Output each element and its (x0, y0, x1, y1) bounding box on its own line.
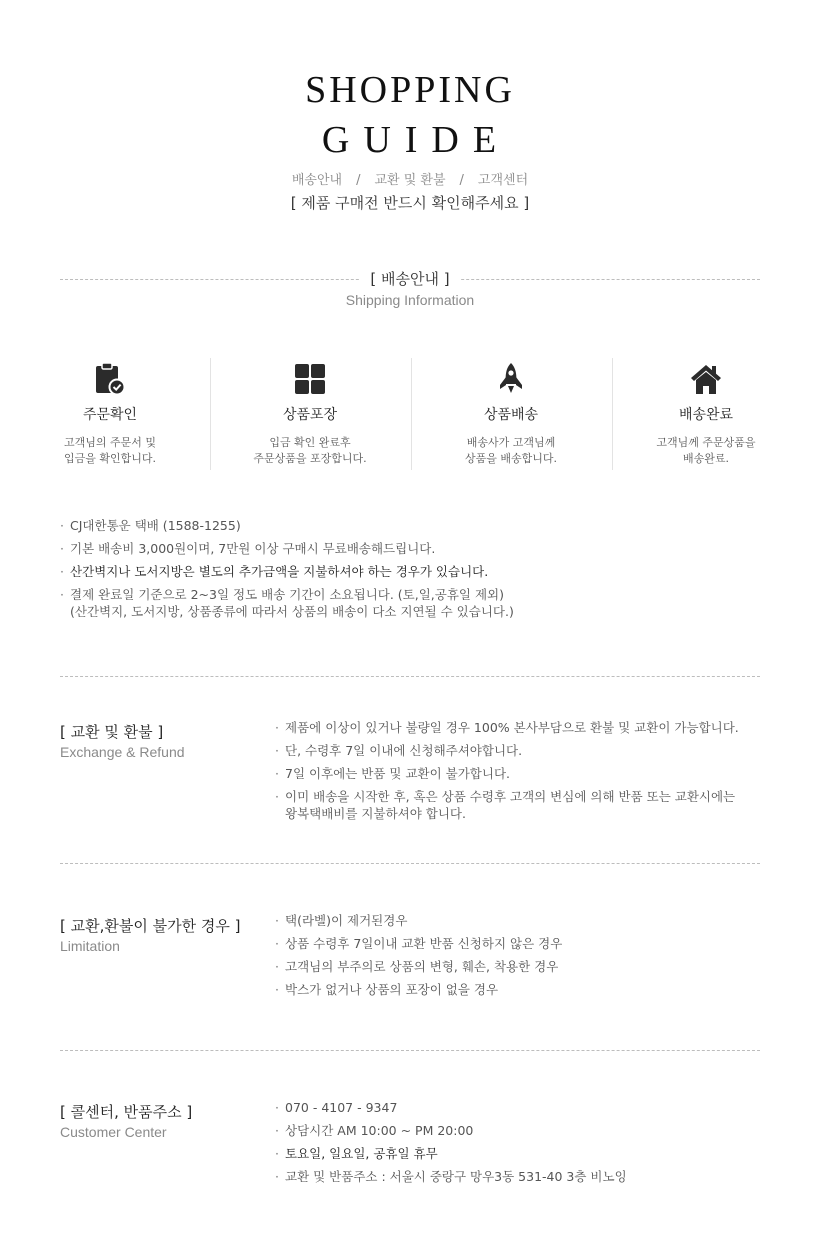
step-delivery (411, 358, 611, 470)
shipping-notes (60, 514, 514, 620)
list-item: · 박스가 없거나 상품의 포장이 없을 경우 (275, 978, 562, 1001)
grid-box-icon (294, 362, 326, 396)
step-description (606, 435, 806, 467)
rocket-icon (495, 362, 527, 396)
step-packing (210, 358, 410, 470)
limitation-list (275, 909, 562, 1001)
step-desc-line: 입금 확인 완료후 (269, 436, 351, 449)
list-item-text: 이미 배송을 시작한 후, 혹은 상품 수령후 고객의 변심에 의해 반품 또는 교환시에는 (285, 789, 736, 804)
list-item: · 토요일, 일요일, 공휴일 휴무 (275, 1142, 627, 1165)
list-item-continuation: (산간벽지, 도서지방, 상품종류에 따라서 상품의 배송이 다소 지연될 수 있습니다.) (70, 604, 514, 619)
list-item: · 단, 수령후 7일 이내에 신청해주셔야합니다. (275, 739, 739, 762)
section-divider (60, 1050, 760, 1051)
list-item: · 상담시간 AM 10:00 ~ PM 20:00 (275, 1119, 627, 1142)
shipping-section-subtitle: Shipping Information (345, 292, 475, 308)
list-item (60, 583, 514, 620)
section-divider (60, 676, 760, 677)
list-item: · CJ대한통운 택배 (1588-1255) (60, 514, 514, 537)
section-divider (60, 863, 760, 864)
step-name: 상품배송 (483, 407, 539, 423)
nav-separator: / (356, 173, 361, 188)
step-desc-line: 고객님의 주문서 및 (63, 436, 156, 449)
nav-link-shipping[interactable]: 배송안내 (291, 173, 343, 188)
step-name: 상품포장 (282, 407, 338, 423)
limitation-section-title: [ 교환,환불이 불가한 경우 ] (60, 917, 241, 935)
list-item: · 7일 이후에는 반품 및 교환이 불가합니다. (275, 762, 739, 785)
list-item: · 고객님의 부주의로 상품의 변형, 훼손, 착용한 경우 (275, 955, 562, 978)
customer-section-subtitle: Customer Center (60, 1124, 167, 1140)
list-item: · 상품 수령후 7일이내 교환 반품 신청하지 않은 경우 (275, 932, 562, 955)
list-item: · 산간벽지나 도서지방은 별도의 추가금액을 지불하셔야 하는 경우가 있습니다. (60, 560, 514, 583)
list-item-text: 결제 완료일 기준으로 2~3일 정도 배송 기간이 소요됩니다. (토,일,공휴일 제외) (70, 587, 504, 602)
list-item: · 택(라벨)이 제거된경우 (275, 909, 562, 932)
list-item: · 제품에 이상이 있거나 불량일 경우 100% 본사부담으로 환불 및 교환이 가능합니다. (275, 716, 739, 739)
house-icon (690, 362, 722, 396)
nav-separator: / (459, 173, 464, 188)
step-desc-line: 고객님께 주문상품을 (656, 436, 756, 449)
nav-link-customer-center[interactable]: 고객센터 (477, 173, 529, 188)
return-address: · 교환 및 반품주소 : 서울시 중랑구 망우3동 531-40 3층 비노잉 (275, 1165, 627, 1188)
step-description (411, 435, 611, 467)
clipboard-check-icon (94, 362, 126, 396)
shipping-steps (10, 358, 810, 470)
list-item (275, 785, 739, 822)
step-desc-line: 배송완료. (682, 452, 729, 465)
step-desc-line: 입금을 확인합니다. (63, 452, 156, 465)
step-desc-line: 상품을 배송합니다. (464, 452, 557, 465)
exchange-section-title: [ 교환 및 환불 ] (60, 723, 164, 741)
step-name: 주문확인 (82, 407, 138, 423)
page-title-line2: GUIDE (321, 119, 511, 161)
exchange-list (275, 716, 739, 822)
customer-section-title: [ 콜센터, 반품주소 ] (60, 1103, 193, 1121)
list-item: · 기본 배송비 3,000원이며, 7만원 이상 구매시 무료배송해드립니다. (60, 537, 514, 560)
shipping-section-title: [ 배송안내 ] (360, 268, 460, 289)
page-title-line1: SHOPPING (305, 69, 515, 111)
step-desc-line: 배송사가 고객님께 (466, 436, 556, 449)
nav-link-exchange[interactable]: 교환 및 환불 (374, 173, 446, 188)
list-item-continuation: 왕복택배비를 지불하셔야 합니다. (285, 806, 466, 821)
customer-info-list (275, 1096, 627, 1188)
step-description (10, 435, 210, 467)
limitation-section-subtitle: Limitation (60, 938, 120, 954)
step-name: 배송완료 (678, 407, 734, 423)
exchange-section-subtitle: Exchange & Refund (60, 744, 185, 760)
step-description (210, 435, 410, 467)
step-desc-line: 주문상품을 포장합니다. (253, 452, 367, 465)
guide-nav (0, 169, 820, 188)
phone-number[interactable]: · 070 - 4107 - 9347 (275, 1096, 627, 1119)
step-order-confirm (10, 358, 210, 470)
purchase-notice: [ 제품 구매전 반드시 확인해주세요 ] (290, 194, 530, 212)
step-delivered (606, 358, 806, 470)
